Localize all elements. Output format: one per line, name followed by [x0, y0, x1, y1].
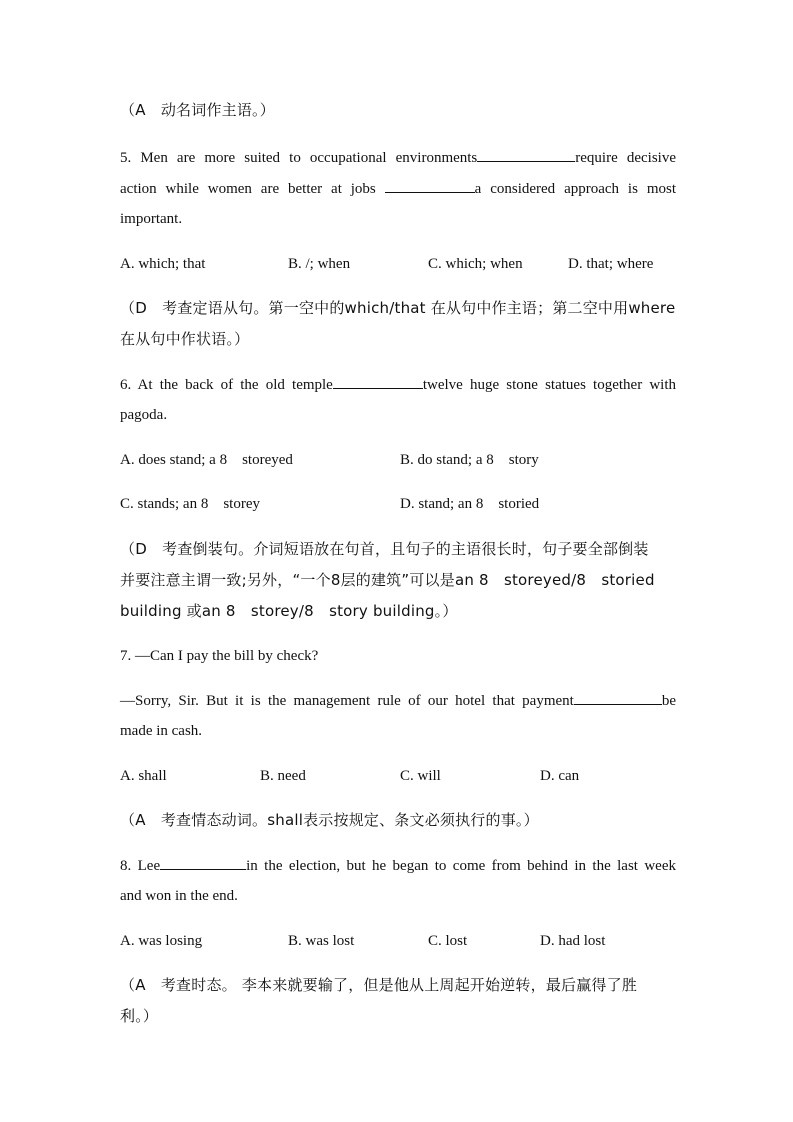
option-c: C. which; when [428, 256, 523, 272]
answer-6-line-3: building 或an 8 storey/8 story building。） [120, 602, 458, 620]
option-c: C. will [400, 768, 441, 784]
answer-7: （A 考查情态动词。shall表示按规定、条文必须执行的事。） [120, 811, 539, 829]
option-d: D. stand; an 8 storied [400, 496, 540, 512]
answer-5-line-1: （D 考查定语从句。第一空中的which/that 在从句中作主语；第二空中用where [120, 299, 676, 317]
answer-blank [477, 147, 575, 162]
answer-6-line-2: 并要注意主谓一致;另外，“一个8层的建筑”可以是an 8 storeyed/8 storied [120, 571, 655, 589]
answer-blank [385, 178, 475, 193]
option-a: A. which; that [120, 256, 206, 272]
answer-blank [160, 855, 246, 870]
question-text: be [661, 693, 676, 709]
answer-8-line-1: （A 考查时态。 李本来就要输了，但是他从上周起开始逆转，最后赢得了胜 [120, 976, 638, 994]
question-5-line-2 [120, 178, 676, 199]
question-text: 6. At the back of the old temple [120, 377, 333, 393]
question-text: in the election, but he began to come from behind in the last week [246, 858, 676, 874]
question-5-line-3: important. [120, 211, 183, 227]
question-text: twelve huge stone statues together with [422, 377, 676, 393]
question-6-line-2: pagoda. [120, 407, 168, 423]
question-text: 8. Lee [120, 858, 161, 874]
option-d: D. can [540, 768, 580, 784]
answer-4: （A 动名词作主语。） [120, 101, 275, 119]
question-text: 5. Men are more suited to occupational environments [120, 150, 478, 166]
option-c: C. lost [428, 933, 468, 949]
answer-5-line-2: 在从句中作状语。） [120, 330, 250, 348]
option-d: D. had lost [540, 933, 606, 949]
answer-8-line-2: 利。） [120, 1007, 159, 1025]
option-b: B. do stand; a 8 story [400, 452, 539, 468]
option-d: D. that; where [568, 256, 654, 272]
option-b: B. /; when [288, 256, 351, 272]
answer-6-line-1: （D 考查倒装句。介词短语放在句首，且句子的主语很长时，句子要全部倒装 [120, 540, 649, 558]
option-b: B. need [260, 768, 306, 784]
question-text: a considered approach is most [474, 181, 676, 197]
option-a: A. does stand; a 8 storeyed [120, 452, 293, 468]
question-7-line-2 [120, 690, 676, 711]
answer-blank [333, 374, 423, 389]
option-a: A. was losing [120, 933, 203, 949]
option-b: B. was lost [288, 933, 355, 949]
question-8-line-1 [120, 855, 676, 876]
option-a: A. shall [120, 768, 167, 784]
question-text: require decisive [575, 150, 676, 166]
answer-blank [574, 690, 662, 705]
question-7-line-1: 7. —Can I pay the bill by check? [120, 648, 319, 664]
question-7-line-3: made in cash. [120, 723, 203, 739]
question-text: —Sorry, Sir. But it is the management rule of our hotel that payment [120, 693, 574, 709]
question-text: action while women are better at jobs [120, 181, 376, 197]
question-6-line-1 [120, 374, 676, 395]
option-c: C. stands; an 8 storey [120, 496, 260, 512]
question-8-line-2: and won in the end. [120, 888, 238, 904]
question-5-line-1 [120, 147, 676, 168]
